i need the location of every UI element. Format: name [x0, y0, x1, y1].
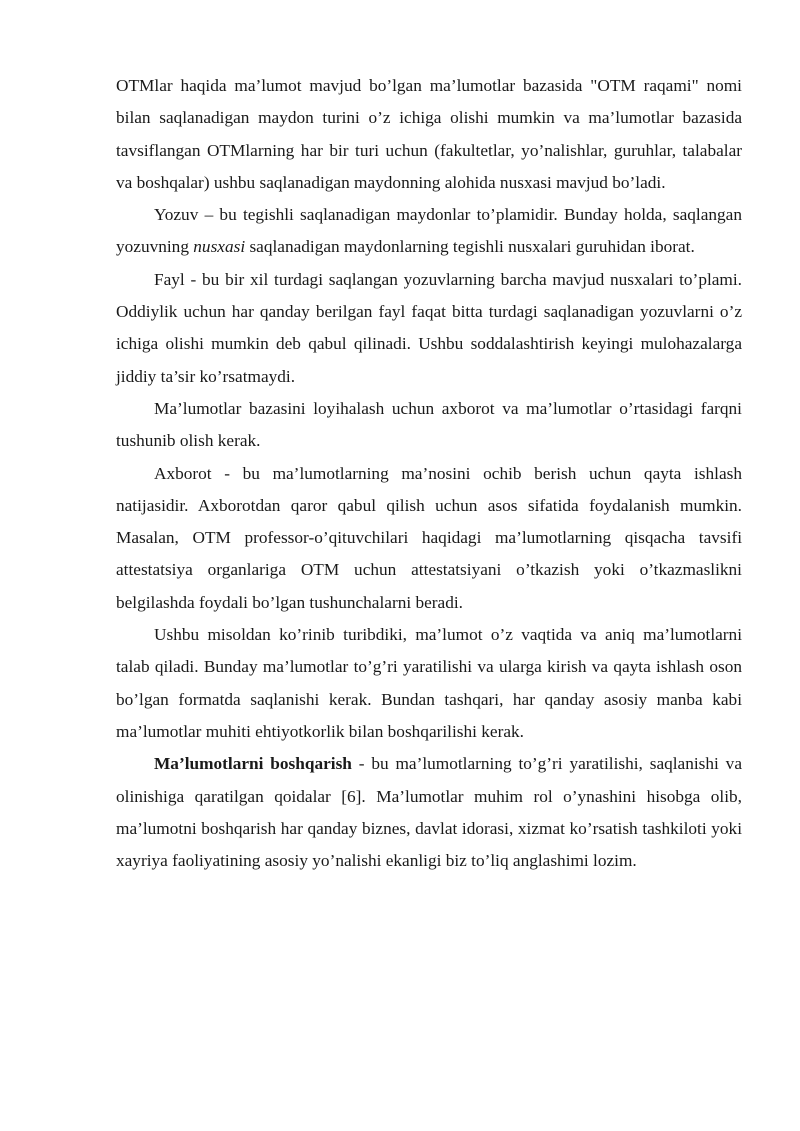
paragraph-information-definition: Axborot - bu ma’lumotlarning ma’nosini ochib berish uchun qayta ishlash natijasidir. Axborotdan qaror qabul qilish uchun asos sifatida foydalanish mumkin. Masalan, OTM professor-o’qituvchilari haqidagi ma’lumotlarning qisqacha tavsifi attestatsiya organlariga OTM uchun attestatsiyani o’tkazish yoki o’tkazmaslikni belgilashda foydali bo’lgan tushunchalarni beradi.	[116, 463, 742, 612]
paragraph-otm-fields: OTMlar haqida ma’lumot mavjud bo’lgan ma’lumotlar bazasida "OTM raqami" nomi bilan saqlanadigan maydon turini o’z ichiga olishi mumkin va ma’lumotlar bazasida tavsiflangan OTMlarning har bir turi uchun (fakultetlar, yo’nalishlar, guruhlar, talabalar va boshqalar) ushbu saqlanadigan maydonning alohida nusxasi mavjud bo’ladi.	[116, 76, 742, 192]
paragraph-data-management	[116, 748, 742, 877]
paragraph-example: Ushbu misoldan ko’rinib turibdiki, ma’lumot o’z vaqtida va aniq ma’lumotlarni talab qiladi. Bunday ma’lumotlar to’g’ri yaratilishi va ularga kirish va qayta ishlash oson bo’lgan formatda saqlanishi kerak. Bundan tashqari, har qanday asosiy manba kabi ma’lumotlar muhiti ehtiyotkorlik bilan boshqarilishi kerak.	[116, 625, 742, 741]
paragraph-text: - bu ma’lumotlarning to’g’ri yaratilishi, saqlanishi va olinishiga qaratilgan qoidalar [6]. Ma’lumotlar muhim rol o’ynashini hisobga olib, ma’lumotni boshqarish har qanday biznes, davlat idorasi, xizmat ko’rsatish tashkiloti yoki xayriya faoliyatining asosiy yo’nalishi ekanligi biz to’liq anglashimi lozim.	[116, 754, 742, 871]
bold-term: Ma’lumotlarni boshqarish	[154, 754, 352, 774]
emphasized-term: nusxasi	[193, 237, 246, 257]
document-page	[116, 70, 742, 877]
paragraph-text: saqlanadigan maydonlarning tegishli nusxalari guruhidan iborat.	[245, 237, 695, 257]
paragraph-record-definition	[116, 199, 742, 264]
paragraph-file-definition: Fayl - bu bir xil turdagi saqlangan yozuvlarning barcha mavjud nusxalari to’plami. Oddiylik uchun har qanday berilgan fayl faqat bitta turdagi saqlanadigan yozuvlarni o’z ichiga olishi mumkin deb qabul qilinadi. Ushbu soddalashtirish keyingi mulohazalarga jiddiy ta’sir ko’rsatmaydi.	[116, 269, 742, 386]
paragraph-database-design: Ma’lumotlar bazasini loyihalash uchun axborot va ma’lumotlar o’rtasidagi farqni tushunib olish kerak.	[116, 398, 742, 451]
paragraph-text: Yozuv – bu tegishli saqlanadigan maydonlar to’plamidir. Bunday holda, saqlangan yozuvning	[116, 205, 742, 257]
